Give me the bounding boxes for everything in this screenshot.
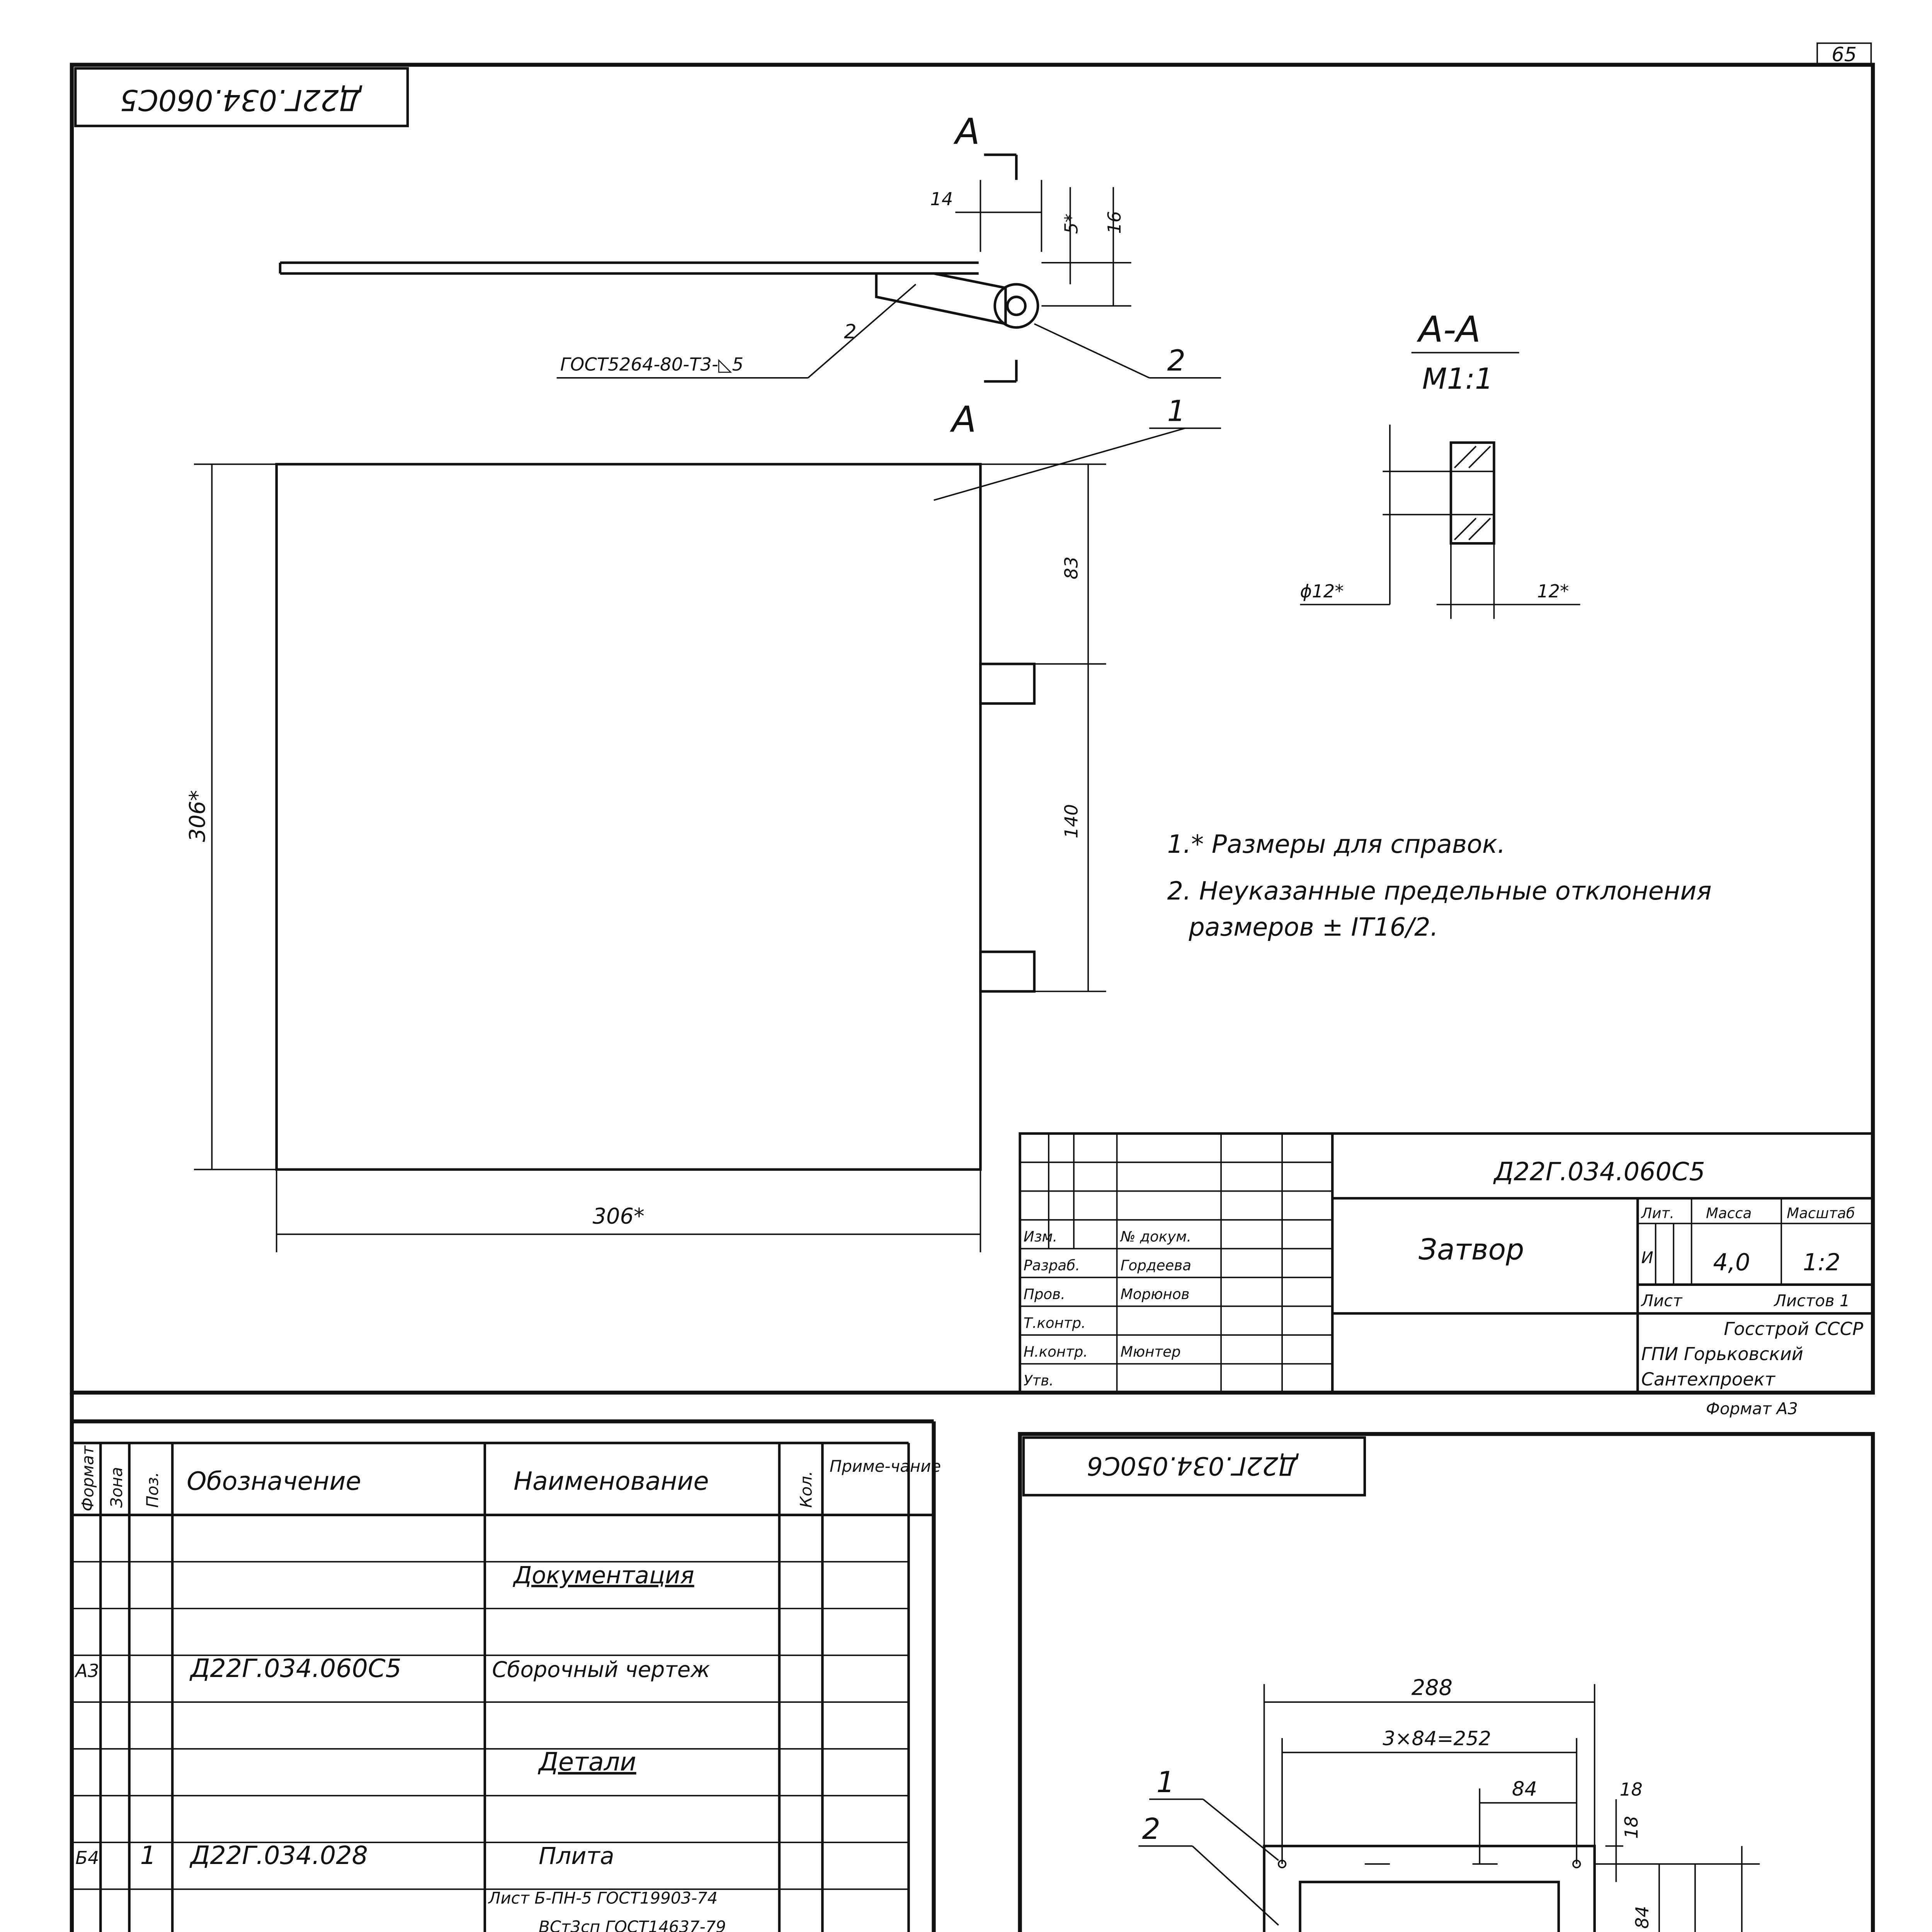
top-format: Формат А3 [1706,1399,1798,1418]
sheet-frames [72,43,1873,1932]
plate-dims [185,464,1106,1252]
spec-row-3-pos: 1 [140,1841,156,1871]
top-title-sheets-label: Листов 1 [1774,1291,1850,1310]
top-role-4: Н.контр. [1023,1343,1088,1360]
top-section-aa [1300,309,1580,619]
top-role-0: Изм. [1023,1228,1058,1245]
frame-callouts [1138,1765,1796,1932]
spec-header-pos: Поз. [143,1472,162,1508]
top-role-5: Утв. [1023,1372,1054,1389]
spec-row-3-designation: Д22Г.034.028 [190,1841,368,1871]
top-notes [1167,830,1712,942]
dim-16: 16 [1104,211,1125,234]
top-title-mass-header: Масса [1706,1204,1752,1222]
frame-dim-84-b: 84 [1632,1906,1653,1929]
top-stamp-box [75,68,408,126]
section-marker-bottom: А [952,398,976,440]
frame-dim-18-b: 18 [1621,1816,1642,1839]
frame-stamp-code: Д22Г.034.050С6 [1087,1451,1298,1480]
position-1-label: 1 [1167,394,1185,428]
top-title-lit-header: Лит. [1641,1204,1675,1222]
spec-row-1-name: Сборочный чертеж [492,1657,710,1682]
top-role-3: Т.контр. [1023,1314,1086,1332]
top-note-1: 1.* Размеры для справок. [1167,830,1505,859]
section-marker-top: А [955,111,980,153]
top-section-aa-scale: М1:1 [1422,362,1493,396]
top-section-width: 12* [1537,580,1569,602]
frame-position-2: 2 [1142,1812,1160,1846]
frame-dim-18-a: 18 [1619,1779,1643,1800]
dim-83: 83 [1061,556,1082,580]
top-title-org-1: Госстрой СССР [1724,1318,1863,1340]
frame-dims [1264,1675,1760,1932]
frame-stamp-box [1024,1437,1365,1495]
spec-row-1-format: А3 [75,1660,99,1681]
frame-dim-288-top: 288 [1411,1675,1453,1701]
spec-row-4-name: Лист Б-ПН-5 ГОСТ19903-74 [488,1888,718,1908]
top-title-org-2: ГПИ Горьковский [1641,1344,1803,1365]
top-title-sheet-label: Лист [1641,1291,1682,1310]
top-section-marks [950,111,1016,440]
top-title-code: Д22Г.034.060С5 [1494,1157,1705,1187]
top-title-mass: 4,0 [1713,1249,1750,1276]
top-name-1: Гордеева [1120,1257,1191,1274]
dim-306-width: 306* [592,1204,645,1229]
spec-row-2-name: Детали [539,1747,636,1777]
spec-header-qty: Кол. [796,1471,816,1508]
spec-headers [78,1445,941,1512]
top-section-dia: ϕ12* [1300,580,1344,602]
top-stamp-code: Д22Г.034.060С5 [120,83,361,117]
top-title-block [1020,1134,1873,1418]
spec-row-1-designation: Д22Г.034.060С5 [190,1654,401,1683]
top-name-2: Морюнов [1120,1285,1190,1303]
top-title-org-3: Сантехпроект [1641,1369,1775,1390]
plate-side-view [280,263,1038,328]
spec-header-zone: Зона [107,1467,126,1508]
spec-row-lines [72,1562,909,1932]
top-note-2: 2. Неуказанные предельные отклонения [1167,877,1712,906]
spec-header-format: Формат [78,1446,97,1512]
top-title-lit-value: И [1641,1248,1653,1267]
spec-row-5-name: ВСт3сп ГОСТ14637-79 [539,1917,726,1932]
frame-position-1: 1 [1156,1765,1175,1799]
frame-dim-3x84: 3×84=252 [1383,1727,1492,1750]
spec-rows [74,1562,887,1932]
top-name-4: Мюнтер [1120,1343,1181,1360]
spec-row-3-format: Б4 [75,1847,99,1869]
plate-front-view [277,395,1221,1170]
dim-140: 140 [1061,804,1082,838]
page-number: 65 [1832,43,1857,66]
frame-dim-84-a: 84 [1512,1778,1537,1801]
dim-14: 14 [930,188,953,209]
dim-5: 5* [1061,213,1082,234]
top-role-2: Пров. [1023,1285,1065,1303]
weld-leader-num: 2 [844,320,857,344]
dim-306-height: 306* [185,790,210,842]
weld-note: ГОСТ5264-80-Т3-◺5 [560,354,744,375]
top-note-3: размеров ± IT16/2. [1189,913,1439,942]
spec-header-name: Наименование [514,1467,709,1496]
spec-header-note: Приме-чание [830,1456,941,1476]
top-name-0: № докум. [1120,1228,1192,1245]
top-title-scale: 1:2 [1803,1249,1841,1276]
frame-plan-view [1264,1846,1595,1932]
top-title-name: Затвор [1418,1233,1524,1267]
position-2-label: 2 [1167,344,1185,378]
top-title-scale-header: Масштаб [1786,1204,1855,1222]
top-dims [930,180,1131,306]
spec-row-3-name: Плита [539,1842,614,1870]
top-role-1: Разраб. [1023,1257,1080,1274]
spec-row-0-name: Документация [514,1562,694,1589]
spec-header-designation: Обозначение [187,1467,361,1496]
top-section-aa-title: А-А [1418,308,1481,350]
